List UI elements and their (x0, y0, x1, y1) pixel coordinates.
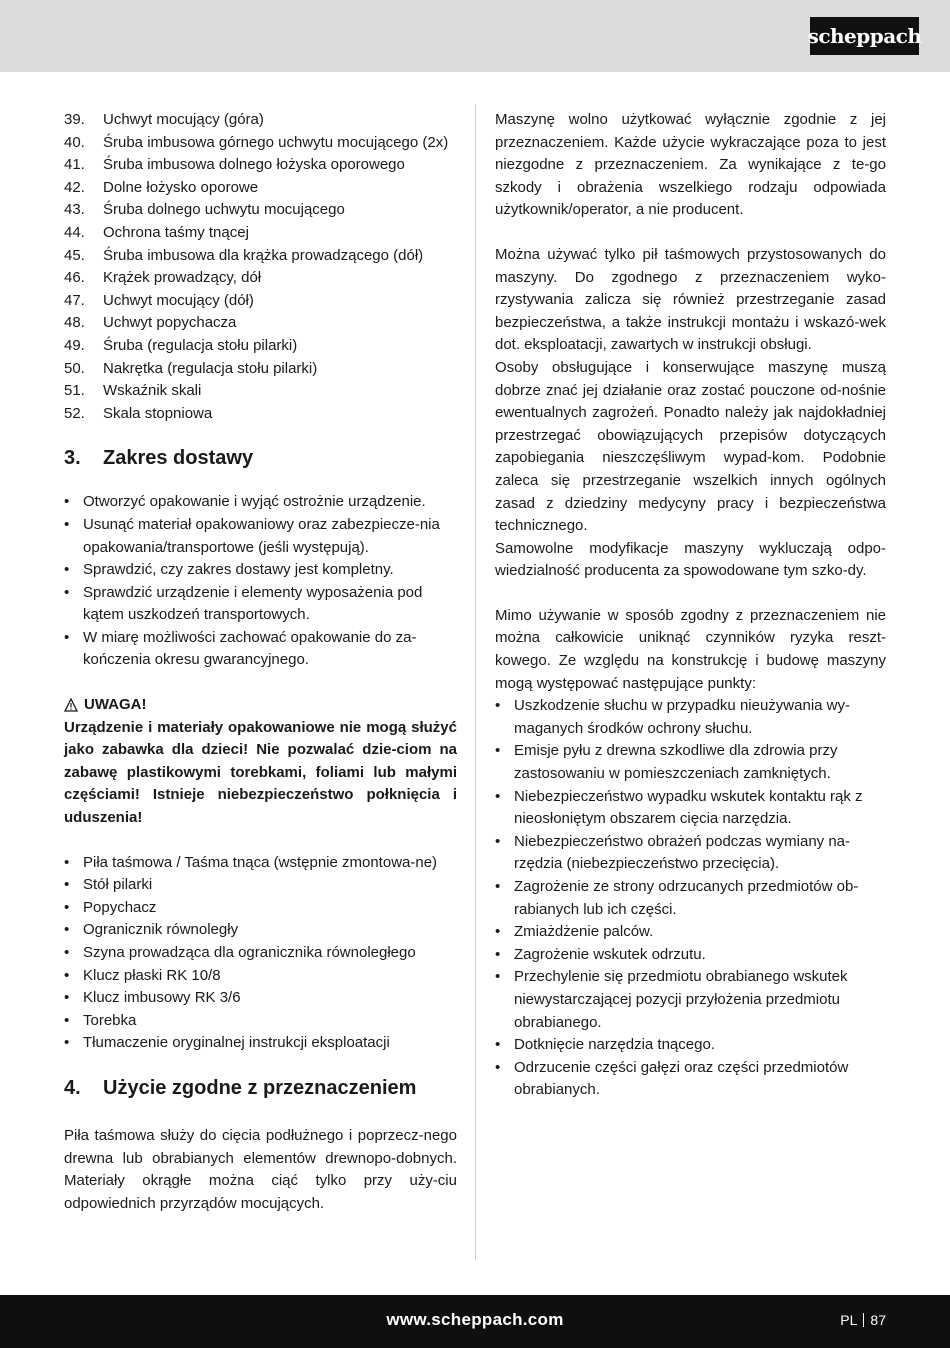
warning-heading: UWAGA! (64, 694, 457, 717)
list-item: 41. Śruba imbusowa dolnego łożyska oporowego (64, 156, 405, 174)
list-item: • Ogranicznik równoległy (64, 919, 457, 942)
list-item: • Torebka (64, 1010, 457, 1033)
list-item: • Popychacz (64, 897, 457, 920)
paragraph: Maszynę wolno użytkować wyłącznie zgodnie z jej przeznaczeniem. Każde użycie wykraczające poza to jest niezgodne z przeznaczeniem. Za wynikające z te-go szkody i obrażenia wszelkiego rodzaju odpowiada użytkownik/operator, a nie producent. (495, 111, 886, 219)
list-item: • Przechylenie się przedmiotu obrabianego wskutek niewystarczającej pozycji przyłożenia przedmiotu obrabianego. (495, 966, 886, 1034)
list-item: • Tłumaczenie oryginalnej instrukcji eksploatacji (64, 1032, 457, 1055)
list-item: 46. Krążek prowadzący, dół (64, 269, 262, 287)
list-item: • Emisje pyłu z drewna szkodliwe dla zdrowia przy zastosowaniu w pomieszczeniach zamkniętych. (495, 740, 886, 785)
list-item: 47. Uchwyt mocujący (dół) (64, 291, 254, 309)
delivery-contents (64, 852, 457, 1055)
list-item: 44. Ochrona taśmy tnącej (64, 223, 249, 241)
list-item: • Otworzyć opakowanie i wyjąć ostrożnie urządzenie. (64, 491, 457, 514)
warning-block (64, 694, 457, 830)
list-item: 49. Śruba (regulacja stołu pilarki) (64, 336, 298, 354)
list-item: 48. Uchwyt popychacza (64, 314, 237, 332)
list-item: • Zagrożenie wskutek odrzutu. (495, 944, 886, 967)
list-item: • Stół pilarki (64, 874, 457, 897)
paragraph: Osoby obsługujące i konserwujące maszynę muszą dobrze znać jej działanie oraz zostać pouczone od-nośnie ewentualnych zagrożeń. Ponadto należy jak najdokładniej przestrzegać obowiązujących przepisów dotyczących zapobiegania nieszczęśliwym wypad-kom. Podobnie zaleca się przestrzeganie wszelkich innych ogólnych zasad z dziedziny medycyny pracy i bezpieczeństwa technicznego. (495, 358, 886, 535)
list-item: • Zagrożenie ze strony odrzucanych przedmiotów ob-rabianych lub ich części. (495, 876, 886, 921)
right-column (495, 109, 886, 1102)
list-item: • W miarę możliwości zachować opakowanie do za-kończenia okresu gwarancyjnego. (64, 627, 457, 672)
list-item: • Dotknięcie narzędzia tnącego. (495, 1034, 886, 1057)
warning-triangle-icon (64, 698, 78, 712)
list-item: 45. Śruba imbusowa dla krążka prowadzącego (dół) (64, 246, 424, 264)
residual-risks-list (495, 695, 886, 1102)
list-item: • Klucz płaski RK 10/8 (64, 965, 457, 988)
list-item: 39. Uchwyt mocujący (góra) (64, 111, 264, 128)
left-column (64, 109, 457, 1215)
list-item: • Sprawdzić, czy zakres dostawy jest kompletny. (64, 559, 457, 582)
list-item: 51. Wskaźnik skali (64, 382, 202, 400)
language-code: PL (840, 1312, 858, 1328)
list-item: 43. Śruba dolnego uchwytu mocującego (64, 201, 345, 219)
list-item: • Odrzucenie części gałęzi oraz części przedmiotów obrabianych. (495, 1057, 886, 1102)
list-item: • Szyna prowadząca dla ogranicznika równoległego (64, 942, 457, 965)
paragraph: Można używać tylko pił taśmowych przystosowanych do maszyny. Do zgodnego z przeznaczeniem wyko-rzystywania zalicza się również przestrzeganie zasad bezpieczeństwa, a także instrukcji montażu i wskazó-wek dot. eksploatacji, zawartych w instrukcji obsługi. (495, 245, 886, 354)
section-4-heading: 4. Użycie zgodne z przeznaczeniem (64, 1076, 417, 1099)
paragraph: Mimo używanie w sposób zgodny z przeznaczeniem nie można całkowicie uniknąć czynników ryzyka reszt-kowego. Ze względu na konstrukcję i budowę maszyny mogą występować następujące punkty: (495, 606, 886, 692)
list-item: • Zmiażdżenie palców. (495, 921, 886, 944)
warning-text: Urządzenie i materiały opakowaniowe nie mogą służyć jako zabawka dla dzieci! Nie pozwalać dzie-ciom na zabawę plastikowymi torebkami, foliami lub małymi częściami! Istnieje niebezpieczeństwo połknięcia i uduszenia! (64, 718, 457, 827)
column-divider (475, 104, 476, 1260)
paragraph: Samowolne modyfikacje maszyny wykluczają odpo-wiedzialność producenta za spowodowane tym szko-dy. (495, 539, 886, 580)
list-item: • Piła taśmowa / Taśma tnąca (wstępnie zmontowa-ne) (64, 852, 457, 875)
website-url: www.scheppach.com (386, 1310, 564, 1329)
list-item: 40. Śruba imbusowa górnego uchwytu mocującego (2x) (64, 133, 449, 151)
page-indicator (840, 1309, 886, 1332)
list-item: • Uszkodzenie słuchu w przypadku nieużywania wy-maganych środków ochrony słuchu. (495, 695, 886, 740)
footer-bar (0, 1295, 950, 1348)
section-3-heading: 3. Zakres dostawy (64, 447, 254, 470)
separator (863, 1313, 864, 1327)
list-item: • Usunąć materiał opakowaniowy oraz zabezpiecze-nia opakowania/transportowe (jeśli występują). (64, 514, 457, 559)
parts-list (64, 109, 457, 425)
header-bar (0, 0, 950, 72)
page-number: 87 (870, 1312, 886, 1328)
list-item: • Niebezpieczeństwo obrażeń podczas wymiany na-rzędzia (niebezpieczeństwo przecięcia). (495, 831, 886, 876)
unpacking-steps (64, 491, 457, 672)
list-item: • Sprawdzić urządzenie i elementy wyposażenia pod kątem uszkodzeń transportowych. (64, 582, 457, 627)
list-item: 50. Nakrętka (regulacja stołu pilarki) (64, 359, 318, 377)
list-item: 42. Dolne łożysko oporowe (64, 178, 259, 196)
list-item: • Niebezpieczeństwo wypadku wskutek kontaktu rąk z nieosłoniętym obszarem cięcia narzędzia. (495, 786, 886, 831)
brand-logo: scheppach (810, 17, 919, 55)
list-item: • Klucz imbusowy RK 3/6 (64, 987, 457, 1010)
list-item: 52. Skala stopniowa (64, 404, 213, 422)
intended-use-paragraph: Piła taśmowa służy do cięcia podłużnego i poprzecz-nego drewna lub obrabianych elementów drewnopo-dobnych. Materiały okrągłe można ciąć tylko przy uży-ciu odpowiednich przyrządów mocujących. (64, 1126, 457, 1212)
